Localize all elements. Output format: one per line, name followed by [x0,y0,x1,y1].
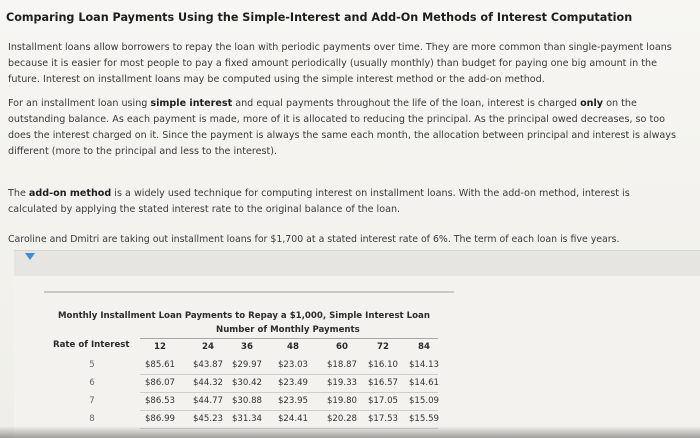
payment-cell: $14.13 [408,360,440,370]
text-span: The [8,188,29,199]
payment-cell: $29.97 [231,360,263,370]
row-divider [140,392,438,393]
payment-cell: $30.42 [231,378,263,388]
payment-cell: $31.34 [231,414,263,424]
header-rule [140,338,438,339]
text-span: and equal payments throughout the life of the loan, interest is charged [232,98,581,109]
payment-cell: $85.61 [144,360,176,370]
payment-cell: $15.59 [408,414,440,424]
intro-paragraph: Installment loans allow borrowers to repay the loan with periodic payments over time. They are more common than single-payment loans because it is easier for most people to pay a fixed amount periodically (usually monthly) than budget for paying one big amount in the future. Interest on installment loans may be computed using the simple interest method or the add-on method. [8,42,672,85]
row-divider [140,374,438,375]
payment-cell: $86.53 [144,396,176,406]
payment-cell: $44.77 [192,396,224,406]
rate-column-header: Rate of Interest [53,340,130,350]
payment-cell: $19.80 [326,396,358,406]
table-top-rule [44,291,454,293]
payment-cell: $19.33 [326,378,358,388]
bold-term-simple-interest: simple interest [150,98,233,109]
column-header-12: 12 [154,342,166,352]
bold-term-add-on-method: add-on method [28,188,112,199]
rate-cell: 6 [89,378,95,388]
problem-statement: Caroline and Dmitri are taking out installment loans for $1,700 at a stated interest rate of 6%. The term of each loan is five years. [8,234,620,245]
payment-cell: $15.09 [408,396,440,406]
page-title: Comparing Loan Payments Using the Simple-Interest and Add-On Methods of Interest Computation [6,11,633,24]
payment-cell: $44.32 [192,378,224,388]
table-subtitle: Number of Monthly Payments [216,325,360,335]
column-header-60: 60 [336,342,348,352]
column-header-24: 24 [202,342,214,352]
column-header-72: 72 [377,342,389,352]
row-divider [140,410,438,411]
bold-term-only: only [580,98,604,109]
payment-cell: $24.41 [277,414,309,424]
rate-cell: 5 [89,360,95,370]
rate-cell: 8 [89,414,95,424]
screen-edge-shadow [0,426,700,438]
payment-cell: $16.10 [367,360,399,370]
text-span: is a widely used technique for computing interest on installment loans. With the add-on method, interest is calculated by applying the stated interest rate to the original balance of the loan. [8,188,630,215]
column-header-36: 36 [241,342,253,352]
simple-interest-paragraph [8,96,678,160]
payment-cell: $45.23 [192,414,224,424]
payment-cell: $23.49 [277,378,309,388]
column-header-48: 48 [287,342,299,352]
table-title: Monthly Installment Loan Payments to Repay a $1,000, Simple Interest Loan [58,311,430,321]
collapsible-header[interactable] [14,250,700,277]
payment-cell: $17.05 [367,396,399,406]
collapse-triangle-icon[interactable] [25,253,35,260]
column-header-84: 84 [418,342,430,352]
payment-cell: $14.61 [408,378,440,388]
payment-cell: $20.28 [326,414,358,424]
payment-cell: $16.57 [367,378,399,388]
add-on-paragraph [8,186,678,218]
text-span: For an installment loan using [8,98,151,109]
payment-cell: $86.99 [144,414,176,424]
payment-cell: $23.95 [277,396,309,406]
rate-cell: 7 [89,396,95,406]
text-span: on the outstanding balance. As each payment is made, more of it is allocated to reducing the principal. As the principal owed decreases, so too does the interest charged on it. Since the payment is always the same each month, the allocation between principal and interest is always different (more to the principal and less to the interest). [8,98,676,157]
payment-cell: $43.87 [192,360,224,370]
payment-cell: $86.07 [144,378,176,388]
payment-cell: $18.87 [326,360,358,370]
payment-cell: $23.03 [277,360,309,370]
payment-cell: $30.88 [231,396,263,406]
payment-cell: $17.53 [367,414,399,424]
